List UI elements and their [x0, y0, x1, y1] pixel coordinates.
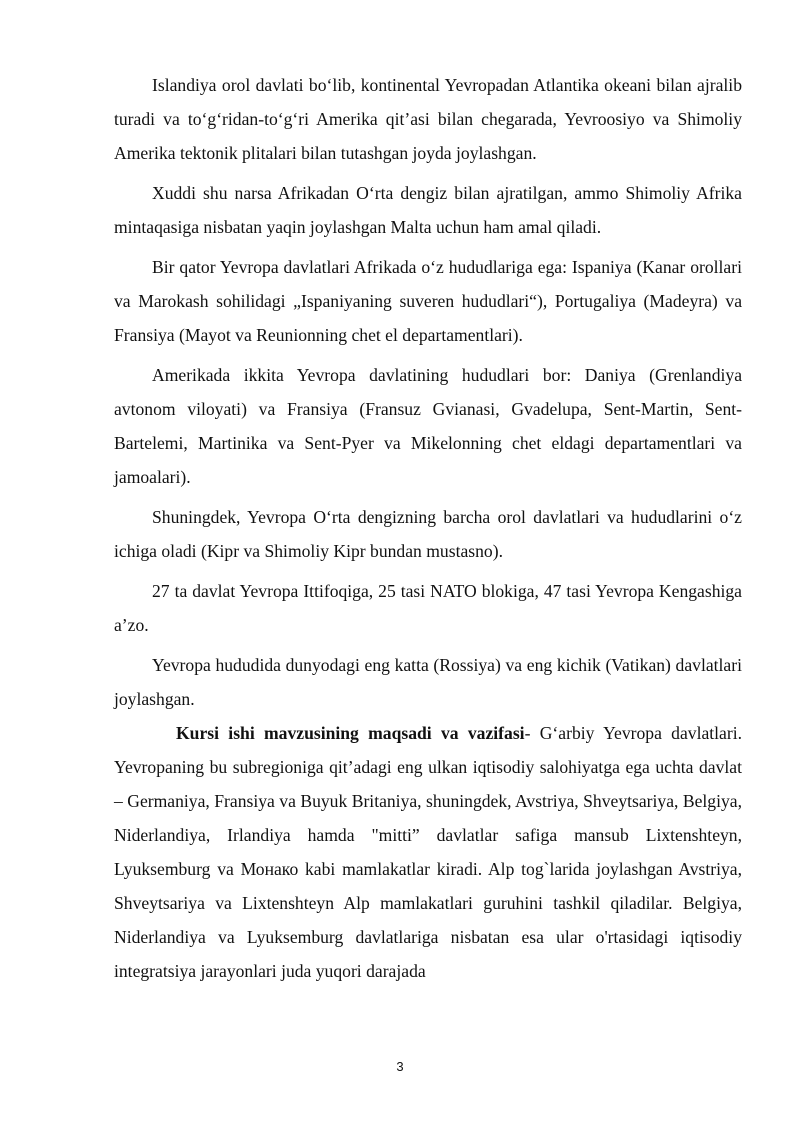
course-goal-text: - G‘arbiy Yevropa davlatlari. Yevropaning bu subregioniga qit’adagi eng ulkan iqtisodiy salohiyatga ega uchta davlat – Germaniya, Fransiya va Buyuk Britaniya, shuningdek, Avstriya, Shveytsariya, Belgiya, Niderlandiya, Irlandiya hamda "mitti” davlatlar safiga mansub Lixtenshteyn, Lyuksemburg va Монако kabi mamlakatlar kiradi. Alp tog`larida joylashgan Avstriya, Shveytsariya va Lixtenshteyn Alp mamlakatlari guruhini tashkil qiladilar. Belgiya, Niderlandiya va Lyuksemburg davlatlariga nisbatan esa ular o'rtasidagi iqtisodiy integratsiya jarayonlari juda yuqori darajada — [114, 723, 743, 981]
course-goal-heading: Kursi ishi mavzusining maqsadi va vazifasi — [176, 723, 525, 743]
paragraph-africa-territories: Bir qator Yevropa davlatlari Afrikada o‘z hududlariga ega: Ispaniya (Kanar orollari va Marokash sohilidagi „Ispaniyaning suveren hududlari“), Portugaliya (Madeyra) va Fransiya (Mayot va Reunionning chet el departamentlari). — [114, 257, 742, 345]
paragraph-malta: Xuddi shu narsa Afrikadan O‘rta dengiz bilan ajratilgan, ammo Shimoliy Afrika mintaqasiga nisbatan yaqin joylashgan Malta uchun ham amal qiladi. — [114, 183, 742, 237]
paragraph-course-goal — [114, 716, 742, 988]
paragraph-memberships: 27 ta davlat Yevropa Ittifoqiga, 25 tasi NATO blokiga, 47 tasi Yevropa Kengashiga a’zo. — [114, 581, 742, 635]
paragraph-iceland: Islandiya orol davlati bo‘lib, kontinental Yevropadan Atlantika okeani bilan ajralib turadi va to‘g‘ridan-to‘g‘ri Amerika qit’asi bilan chegarada, Yevroosiyo va Shimoliy Amerika tektonik plitalari bilan tutashgan joyda joylashgan. — [114, 75, 742, 163]
paragraph-largest-smallest: Yevropa hududida dunyodagi eng katta (Rossiya) va eng kichik (Vatikan) davlatlari joylashgan. — [114, 655, 742, 709]
paragraph-america-territories: Amerikada ikkita Yevropa davlatining hududlari bor: Daniya (Grenlandiya avtonom viloyati) va Fransiya (Fransuz Gvianasi, Gvadelupa, Sent-Martin, Sent-Bartelemi, Martinika va Sent-Pyer va Mikelonning chet eldagi departamentlari va jamoalari). — [114, 365, 742, 487]
paragraph-mediterranean: Shuningdek, Yevropa O‘rta dengizning barcha orol davlatlari va hududlarini o‘z ichiga oladi (Kipr va Shimoliy Kipr bundan mustasno). — [114, 507, 742, 561]
page-number: 3 — [396, 1059, 404, 1074]
